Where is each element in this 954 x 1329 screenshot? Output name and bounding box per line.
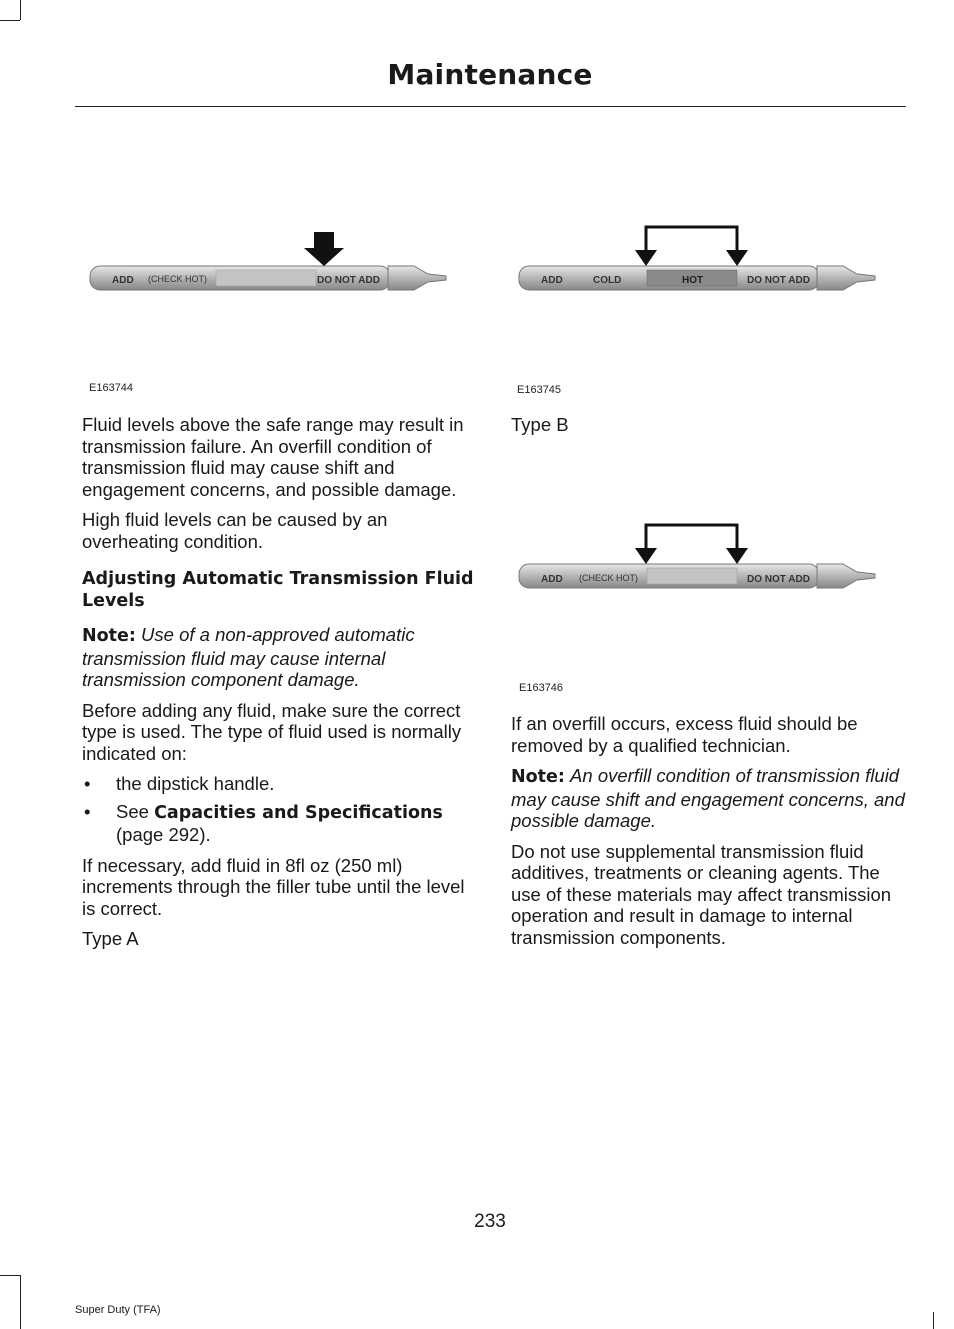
dipstick-figure-type-b bbox=[517, 522, 877, 598]
section-heading: Adjusting Automatic Transmission Fluid Levels bbox=[82, 569, 474, 611]
paragraph: Fluid levels above the safe range may result in transmission failure. An overfill condition of transmission fluid may cause shift and engagement concerns, and possible damage. bbox=[82, 414, 464, 500]
crop-mark bbox=[0, 1275, 20, 1276]
label-do-not-add: DO NOT ADD bbox=[747, 574, 810, 585]
dipstick-illustration bbox=[517, 522, 877, 598]
label-do-not-add: DO NOT ADD bbox=[747, 275, 810, 286]
figure-code: E163744 bbox=[89, 382, 134, 394]
note-label: Note: bbox=[511, 767, 565, 787]
dipstick-figure-type-a bbox=[88, 228, 448, 298]
label-add: ADD bbox=[112, 275, 134, 286]
list-item-suffix: (page 292). bbox=[116, 824, 211, 845]
crop-mark bbox=[20, 0, 21, 20]
dipstick-illustration bbox=[517, 224, 877, 298]
figure-code: E163746 bbox=[519, 682, 564, 694]
label-check-hot: (CHECK HOT) bbox=[148, 274, 207, 284]
bullet: • bbox=[84, 773, 91, 794]
list-item bbox=[82, 801, 482, 846]
cross-reference-link[interactable]: Capacities and Specifications bbox=[154, 802, 443, 823]
list-item-text: the dipstick handle. bbox=[116, 773, 275, 794]
page-title: Maintenance bbox=[387, 58, 593, 91]
bullet-list bbox=[82, 773, 482, 846]
crop-mark bbox=[20, 1275, 21, 1329]
header-rule bbox=[75, 106, 906, 107]
dipstick-illustration bbox=[88, 228, 448, 298]
paragraph: Before adding any fluid, make sure the correct type is used. The type of fluid used is normally indicated on: bbox=[82, 699, 462, 764]
left-column bbox=[82, 414, 482, 959]
list-item bbox=[82, 773, 482, 795]
figure-code: E163745 bbox=[517, 384, 562, 396]
note-label: Note: bbox=[82, 626, 136, 646]
paragraph: If an overfill occurs, excess fluid should be removed by a qualified technician. bbox=[511, 713, 858, 756]
bullet: • bbox=[84, 800, 91, 822]
note-text: An overfill condition of transmission fluid may cause shift and engagement concerns, and possible damage. bbox=[511, 765, 905, 831]
list-item-prefix: See bbox=[116, 800, 149, 822]
right-column bbox=[511, 713, 911, 957]
paragraph: High fluid levels can be caused by an overheating condition. bbox=[82, 509, 388, 552]
paragraph: If necessary, add fluid in 8fl oz (250 ml) increments through the filler tube until the level is correct. bbox=[82, 854, 465, 919]
paragraph: Do not use supplemental transmission fluid additives, treatments or cleaning agents. The use of these materials may affect transmission operation and result in damage to internal transmission components. bbox=[511, 840, 892, 948]
label-cold: COLD bbox=[593, 275, 622, 286]
footer-text: Super Duty (TFA) bbox=[75, 1304, 161, 1316]
note-text: Use of a non-approved automatic transmission fluid may cause internal transmission component damage. bbox=[82, 624, 415, 690]
figure-caption: Type A bbox=[82, 928, 139, 949]
dipstick-figure-cold-hot bbox=[517, 224, 877, 298]
crop-mark bbox=[0, 20, 20, 21]
label-add: ADD bbox=[541, 574, 563, 585]
label-hot: HOT bbox=[682, 275, 704, 286]
label-check-hot: (CHECK HOT) bbox=[579, 573, 638, 583]
note bbox=[82, 624, 482, 691]
label-add: ADD bbox=[541, 275, 563, 286]
page-number: 233 bbox=[474, 1211, 506, 1232]
crop-mark bbox=[933, 1312, 934, 1329]
figure-caption-type-b: Type B bbox=[511, 414, 569, 435]
note bbox=[511, 765, 911, 832]
label-do-not-add: DO NOT ADD bbox=[317, 275, 380, 286]
